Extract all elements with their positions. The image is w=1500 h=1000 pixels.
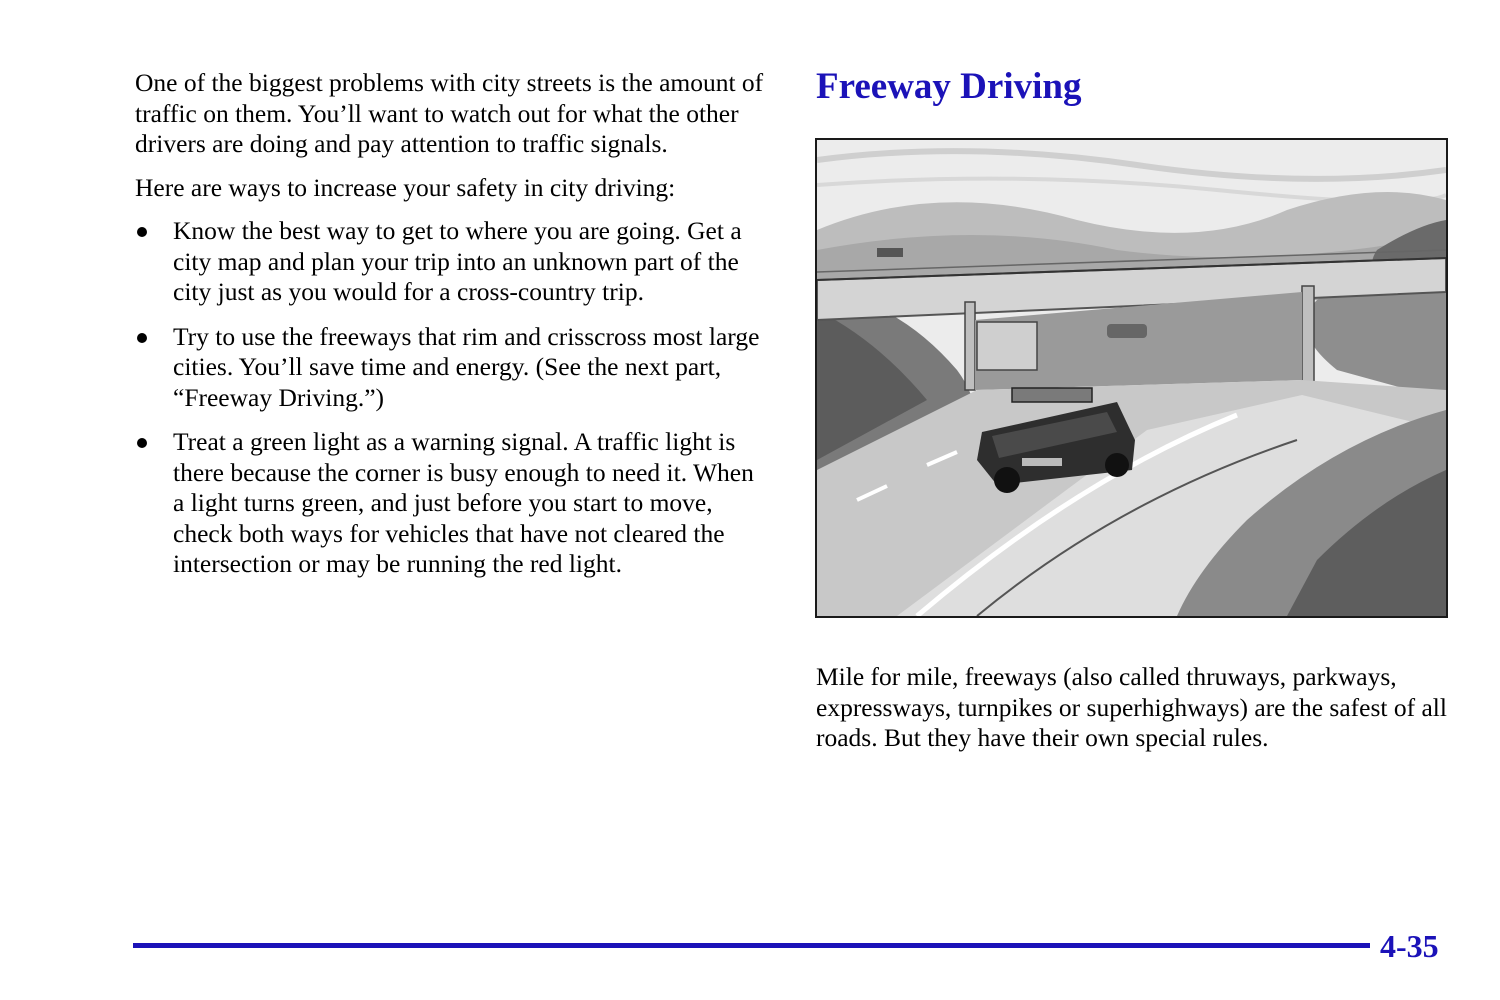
list-item-text: Try to use the freeways that rim and crisscross most large cities. You’ll save time and energy. (See the next part, “Freeway Driving.”) (173, 321, 760, 412)
list-item (135, 216, 770, 308)
illustration-drawing (817, 140, 1446, 616)
safety-tips-list (135, 216, 770, 580)
list-item (135, 322, 770, 414)
bullet-icon (137, 438, 147, 448)
list-item-text: Know the best way to get to where you are going. Get a city map and plan your trip into an unknown part of the city just as you would for a cross-country trip. (173, 216, 742, 306)
freeway-overpass-illustration (815, 138, 1448, 618)
section-caption: Mile for mile, freeways (also called thruways, parkways, expressways, turnpikes or superhighways) are the safest of all roads. But they have their own special rules. (816, 662, 1447, 752)
list-item-text: Treat a green light as a warning signal. A traffic light is there because the corner is busy enough to need it. When a light turns green, and just before you start to move, check both ways for vehicles that have not cleared the intersection or may be running the red light. (173, 427, 754, 578)
intro-paragraph: One of the biggest problems with city streets is the amount of traffic on them. You’ll want to watch out for what the other drivers are doing and pay attention to traffic signals. (135, 68, 764, 158)
safety-intro-paragraph: Here are ways to increase your safety in city driving: (135, 172, 676, 202)
bullet-icon (137, 333, 147, 343)
section-heading: Freeway Driving (816, 66, 1082, 107)
footer-divider (133, 943, 1370, 948)
bullet-icon (137, 227, 147, 237)
page-number: 4-35 (1380, 928, 1439, 964)
list-item (135, 427, 770, 580)
left-column (135, 68, 770, 594)
